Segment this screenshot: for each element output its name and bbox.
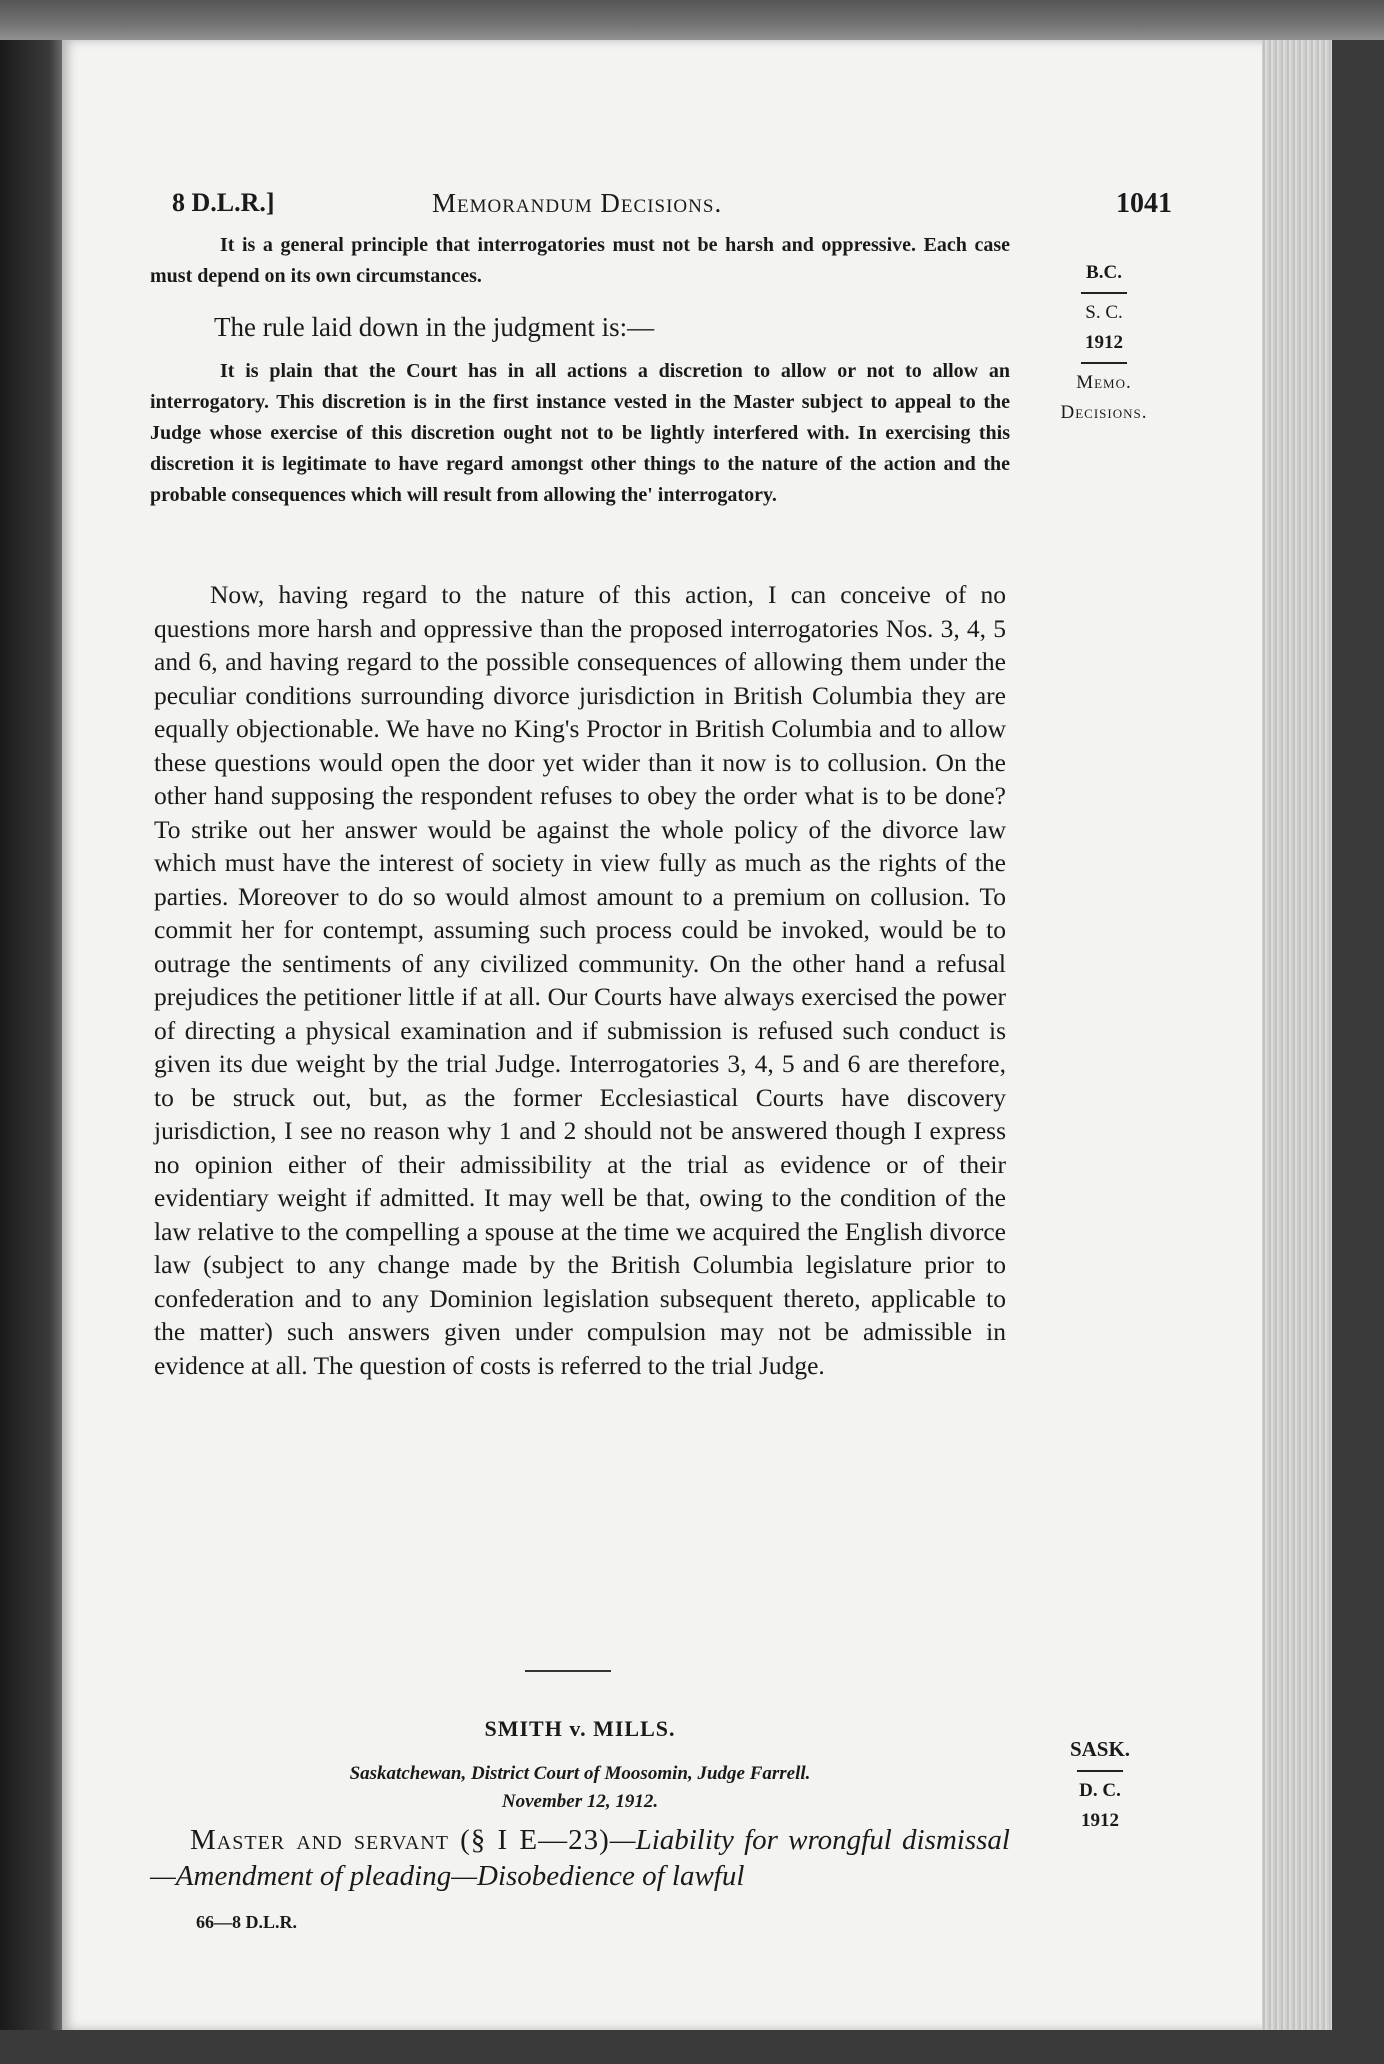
scan-border-bottom — [0, 2030, 1384, 2064]
margin-section-line1: Memo. — [1076, 372, 1132, 393]
quoted-principle: It is a general principle that interrogatories must not be harsh and oppressive. Each case must depend on its own circumstances. — [150, 234, 1010, 287]
main-paragraph: Now, having regard to the nature of this action, I can conceive of no questions more harsh and oppressive than the proposed interrogatories Nos. 3, 4, 5 and 6, and having regard to the possible consequences of allowing them under the peculiar conditions surrounding divorce jurisdiction in British Columbia they are equally objectionable. We have no King's Proctor in British Columbia and to allow these questions would open the door yet wider than it now is to collusion. On the other hand supposing the respondent refuses to obey the order what is to be done? To strike out her answer would be against the whole policy of the divorce law which must have the interest of society in view fully as much as the rights of the parties. Moreover to do so would almost amount to a premium on collusion. To commit her for contempt, assuming such process could be invoked, would be to outrage the sentiments of any civilized community. On the other hand a refusal prejudices the petitioner little if at all. Our Courts have always exercised the power of directing a physical examination and if submission is refused such conduct is given its due weight by the trial Judge. Interrogatories 3, 4, 5 and 6 are therefore, to be struck out, but, as the former Ecclesiastical Courts have discovery jurisdiction, I see no reason why 1 and 2 should not be answered though I express no opinion either of their admissibility at the trial as evidence or of their evidentiary weight if admitted. It may well be that, owing to the condition of the law relative to the compelling a spouse at the time we acquired the English divorce law (subject to any change made by the British Columbia legislature prior to confederation and to any Dominion legislation subsequent thereto, applicable to the matter) such answers given under compulsion may not be admissible in evidence at all. The question of costs is referred to the trial Judge. — [154, 580, 1006, 1380]
case-title: SMITH v. MILLS. — [484, 1716, 676, 1741]
running-title: Memorandum Decisions. — [432, 188, 723, 218]
headnote-lead: Master and servant — [190, 1824, 449, 1856]
headnote — [150, 1822, 1010, 1894]
scan-border-right — [1332, 40, 1384, 2064]
case-court-line1: Saskatchewan, District Court of Moosomin, Judge Farrell. — [349, 1763, 811, 1784]
case-court-date: November 12, 1912. — [501, 1791, 659, 1812]
margin-year: 1912 — [1081, 1810, 1119, 1831]
margin-province: B.C. — [1086, 262, 1122, 283]
margin-rule — [1081, 362, 1127, 364]
section-separator — [525, 1670, 611, 1672]
margin-province: SASK. — [1069, 1737, 1131, 1761]
page-stack-edge — [1262, 40, 1332, 2030]
margin-year: 1912 — [1085, 332, 1123, 353]
headnote-section: (§ I E—23) — [448, 1824, 610, 1856]
running-head — [172, 188, 1172, 228]
scan-border-top — [0, 0, 1384, 44]
margin-court: S. C. — [1085, 302, 1123, 323]
signature-mark: 66—8 D.L.R. — [196, 1912, 298, 1932]
margin-rule — [1077, 1770, 1123, 1772]
volume-reference: 8 D.L.R.] — [172, 188, 275, 217]
margin-note-top — [1036, 258, 1172, 428]
case-court — [150, 1760, 1010, 1816]
scan-border-left — [0, 40, 62, 2030]
page-number: 1041 — [1116, 188, 1172, 219]
margin-note-bottom — [1032, 1734, 1168, 1836]
headnote-text: —Liability for wrongful dismissal—Amendment of pleading—Disobedience of lawful — [150, 1824, 1010, 1892]
margin-rule — [1081, 292, 1127, 294]
margin-court: D. C. — [1079, 1780, 1121, 1801]
rule-intro: The rule laid down in the judgment is:— — [214, 312, 655, 342]
margin-section-line2: Decisions. — [1060, 402, 1148, 423]
quoted-judgment: It is plain that the Court has in all actions a discretion to allow or not to allow an interrogatory. This discretion is in the first instance vested in the Master subject to appeal to the Judge whose exercise of this discretion ought not to be lightly interfered with. In exercising this discretion it is legitimate to have regard amongst other things to the nature of the action and the probable consequences which will result from allowing the' interrogatory. — [150, 360, 1010, 506]
